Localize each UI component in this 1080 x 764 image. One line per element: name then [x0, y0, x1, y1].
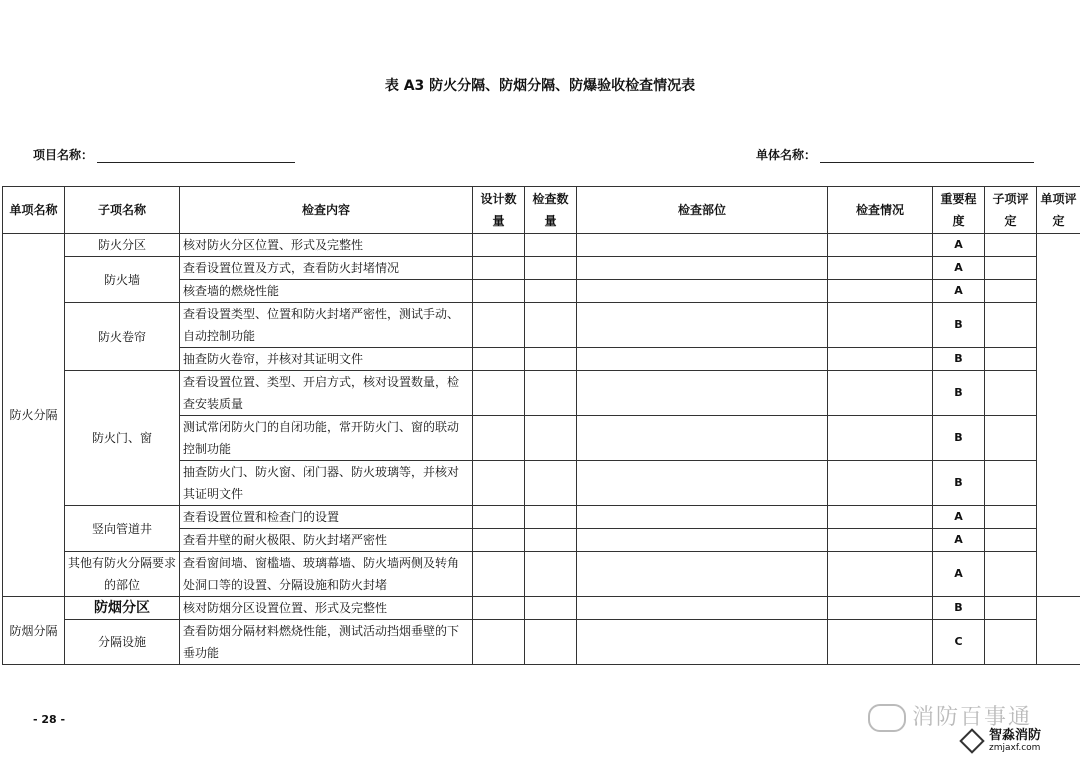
content-cell: 查看防烟分隔材料燃烧性能，测试活动挡烟垂壁的下垂功能: [180, 620, 473, 665]
table-row: [3, 257, 1080, 280]
grade-cell: B: [933, 348, 985, 371]
header-content: 检查内容: [180, 187, 473, 234]
content-cell: 查看井壁的耐火极限、防火封堵严密性: [180, 529, 473, 552]
grade-cell: A: [933, 257, 985, 280]
content-cell: 核对防烟分区设置位置、形式及完整性: [180, 597, 473, 620]
header-item-name: 单项名称: [3, 187, 65, 234]
sub-name-cell: 防火分区: [65, 234, 180, 257]
header-sub-eval: 子项评定: [985, 187, 1037, 234]
header-importance: 重要程度: [933, 187, 985, 234]
header-row: [3, 187, 1080, 234]
sub-name-cell: 防火门、窗: [65, 371, 180, 506]
content-cell: 查看设置位置及方式，查看防火封堵情况: [180, 257, 473, 280]
header-location: 检查部位: [577, 187, 828, 234]
content-cell: 查看设置位置和检查门的设置: [180, 506, 473, 529]
wechat-icon: [868, 704, 906, 732]
table-row: [3, 303, 1080, 348]
project-name-label: 项目名称：: [33, 148, 94, 162]
inspection-table: [2, 186, 1080, 665]
project-name-field: [33, 146, 295, 163]
diamond-logo-icon: [959, 728, 984, 753]
site-badge: [963, 728, 1041, 754]
grade-cell: A: [933, 280, 985, 303]
content-cell: 核查墙的燃烧性能: [180, 280, 473, 303]
table-row: [3, 552, 1080, 597]
grade-cell: B: [933, 461, 985, 506]
unit-name-label: 单体名称：: [756, 148, 817, 162]
grade-cell: A: [933, 506, 985, 529]
grade-cell: B: [933, 371, 985, 416]
header-item-eval: 单项评定: [1037, 187, 1080, 234]
grade-cell: C: [933, 620, 985, 665]
table-row: [3, 597, 1080, 620]
table-row: [3, 371, 1080, 416]
table-row: [3, 620, 1080, 665]
table-row: [3, 506, 1080, 529]
content-cell: 查看设置类型、位置和防火封堵严密性，测试手动、自动控制功能: [180, 303, 473, 348]
project-name-line: [97, 150, 295, 163]
grade-cell: B: [933, 303, 985, 348]
category-cell: 防烟分隔: [3, 597, 65, 665]
sub-name-cell: 防火墙: [65, 257, 180, 303]
content-cell: 抽查防火门、防火窗、闭门器、防火玻璃等，并核对其证明文件: [180, 461, 473, 506]
grade-cell: B: [933, 416, 985, 461]
page-number: - 28 -: [33, 713, 66, 726]
item-eval-cell: [1037, 234, 1080, 597]
grade-cell: A: [933, 234, 985, 257]
category-cell: 防火分隔: [3, 234, 65, 597]
unit-name-line: [820, 150, 1034, 163]
sub-name-cell: 其他有防火分隔要求的部位: [65, 552, 180, 597]
content-cell: 抽查防火卷帘，并核对其证明文件: [180, 348, 473, 371]
page-title: 表 A3 防火分隔、防烟分隔、防爆验收检查情况表: [384, 78, 696, 94]
table-row: [3, 234, 1080, 257]
content-cell: 查看窗间墙、窗槛墙、玻璃幕墙、防火墙两侧及转角处洞口等的设置、分隔设施和防火封堵: [180, 552, 473, 597]
item-eval-cell: [1037, 597, 1080, 665]
content-cell: 测试常闭防火门的自闭功能，常开防火门、窗的联动控制功能: [180, 416, 473, 461]
sub-name-cell: 防烟分区: [65, 597, 180, 620]
header-check-qty: 检查数量: [525, 187, 577, 234]
badge-name: 智淼消防: [989, 728, 1042, 743]
header-sub-name: 子项名称: [65, 187, 180, 234]
sub-name-cell: 竖向管道井: [65, 506, 180, 552]
sub-name-cell: 防火卷帘: [65, 303, 180, 371]
watermark-text: 消防百事通: [912, 705, 1033, 730]
unit-name-field: [756, 146, 1034, 163]
content-cell: 查看设置位置、类型、开启方式，核对设置数量，检查安装质量: [180, 371, 473, 416]
grade-cell: A: [933, 529, 985, 552]
header-result: 检查情况: [828, 187, 933, 234]
content-cell: 核对防火分区位置、形式及完整性: [180, 234, 473, 257]
grade-cell: B: [933, 597, 985, 620]
header-design-qty: 设计数量: [473, 187, 525, 234]
sub-name-cell: 分隔设施: [65, 620, 180, 665]
grade-cell: A: [933, 552, 985, 597]
badge-url: zmjaxf.com: [989, 743, 1041, 753]
